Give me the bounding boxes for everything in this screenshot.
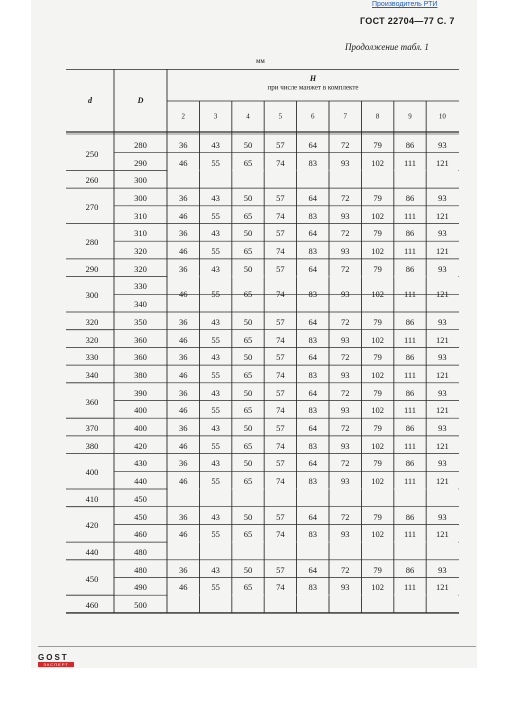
cell-value: 74 [276, 582, 285, 593]
cell-d: 320 [85, 334, 99, 345]
cell-value: 111 [403, 210, 417, 221]
set-count-header: 4 [246, 112, 250, 120]
cell-value: 102 [371, 369, 384, 380]
cell-value: 57 [276, 192, 285, 203]
cell-D: 360 [134, 352, 147, 362]
cell-value: 83 [308, 245, 318, 256]
cell-value: 72 [340, 263, 350, 274]
cell-value: 93 [340, 334, 350, 345]
cell-value: 86 [405, 564, 415, 575]
cell-value: 57 [276, 316, 285, 327]
cell-value: 93 [438, 511, 447, 522]
cell-value: 50 [243, 139, 253, 150]
cell-value: 36 [178, 192, 188, 203]
set-count-header: 3 [213, 112, 218, 120]
column-header-H-caption: при числе манжет в комплекте [267, 83, 359, 92]
cell-value: 55 [211, 157, 220, 168]
cell-value: 50 [243, 458, 253, 469]
footer-divider [38, 646, 476, 647]
cell-value: 46 [178, 289, 188, 300]
logo-top-text: GOST [38, 653, 69, 662]
cell-value: 86 [405, 263, 415, 274]
cell-value: 102 [371, 475, 384, 486]
cell-d: 280 [85, 236, 99, 247]
cell-value: 79 [373, 422, 382, 433]
cell-value: 121 [436, 157, 449, 168]
set-count-header: 6 [311, 112, 315, 120]
cell-value: 74 [276, 440, 285, 451]
cell-value: 55 [211, 334, 220, 345]
cell-value: 43 [211, 458, 220, 469]
cell-value: 55 [211, 529, 220, 539]
table-grid [66, 69, 459, 618]
cell-value: 64 [308, 192, 318, 203]
cell-D: 330 [134, 281, 147, 292]
merged-cell-patch [168, 541, 459, 543]
cell-value: 83 [308, 475, 318, 486]
cell-d: 250 [85, 148, 99, 159]
cell-value: 86 [405, 228, 415, 239]
cell-D: 450 [134, 493, 147, 504]
cell-d: 330 [85, 352, 99, 362]
manufacturer-link[interactable]: Производитель РТИ [372, 1, 438, 8]
cell-D: 340 [134, 298, 147, 309]
cell-value: 57 [276, 458, 285, 469]
cell-d: 340 [85, 369, 99, 380]
cell-value: 93 [438, 228, 447, 239]
cell-value: 72 [340, 458, 350, 469]
cell-value: 79 [373, 352, 382, 362]
cell-value: 36 [178, 511, 188, 522]
set-count-header: 9 [408, 112, 412, 120]
cell-D: 320 [134, 263, 147, 274]
cell-value: 50 [243, 352, 253, 362]
cell-value: 43 [211, 228, 220, 239]
cell-value: 36 [178, 458, 188, 469]
cell-value: 83 [308, 289, 318, 300]
cell-value: 65 [243, 245, 253, 256]
cell-value: 65 [243, 157, 253, 168]
merged-cell-patch [168, 594, 459, 596]
cell-D: 490 [134, 582, 147, 593]
cell-value: 102 [371, 582, 384, 593]
set-count-header: 5 [278, 112, 283, 120]
cell-value: 46 [178, 210, 188, 221]
cell-D: 320 [134, 245, 147, 256]
cell-value: 36 [178, 228, 188, 239]
cell-d: 450 [85, 573, 99, 584]
cell-d: 410 [85, 493, 99, 504]
cell-value: 86 [405, 387, 415, 398]
cell-D: 500 [134, 599, 147, 610]
cell-D: 390 [134, 387, 147, 398]
cell-value: 57 [276, 387, 285, 398]
cell-value: 64 [308, 458, 318, 469]
cell-value: 74 [276, 157, 285, 168]
cell-value: 121 [436, 369, 449, 380]
cell-value: 121 [436, 475, 449, 486]
merged-cell-patch [168, 276, 459, 278]
cell-value: 36 [178, 422, 188, 433]
cell-value: 55 [211, 475, 220, 486]
cell-D: 300 [134, 192, 147, 203]
cell-value: 93 [438, 458, 447, 469]
cell-value: 121 [436, 405, 449, 416]
cell-value: 64 [308, 564, 318, 575]
cell-D: 310 [134, 228, 147, 239]
cell-D: 290 [134, 157, 147, 168]
cell-value: 86 [405, 352, 415, 362]
cell-value: 72 [340, 139, 350, 150]
cell-value: 55 [211, 405, 220, 416]
cell-D: 280 [134, 139, 147, 150]
cell-value: 43 [211, 192, 220, 203]
cell-value: 36 [178, 263, 188, 274]
cell-value: 43 [211, 564, 220, 575]
cell-value: 121 [436, 334, 449, 345]
cell-value: 93 [340, 210, 350, 221]
cell-value: 64 [308, 422, 318, 433]
cell-D: 310 [134, 210, 147, 221]
cell-value: 64 [308, 316, 318, 327]
cell-value: 111 [403, 369, 417, 380]
cell-value: 65 [243, 334, 253, 345]
cell-value: 83 [308, 210, 318, 221]
cell-value: 79 [373, 564, 382, 575]
cell-d: 370 [85, 422, 99, 433]
cell-value: 64 [308, 352, 318, 362]
cell-D: 460 [134, 529, 147, 539]
cell-d: 260 [85, 175, 99, 185]
cell-value: 83 [308, 334, 318, 345]
cell-d: 380 [85, 440, 99, 451]
cell-value: 72 [340, 352, 350, 362]
cell-d: 320 [85, 316, 99, 327]
cell-value: 74 [276, 210, 285, 221]
cell-value: 93 [438, 192, 447, 203]
cell-value: 46 [178, 334, 188, 345]
cell-d: 300 [85, 290, 99, 301]
cell-value: 74 [276, 475, 285, 486]
cell-value: 93 [340, 369, 350, 380]
cell-D: 380 [134, 369, 147, 380]
cell-value: 72 [340, 564, 350, 575]
cell-value: 43 [211, 511, 220, 522]
cell-value: 74 [276, 405, 285, 416]
cell-value: 72 [340, 387, 350, 398]
cell-value: 64 [308, 263, 318, 274]
cell-value: 50 [243, 228, 253, 239]
cell-value: 64 [308, 139, 318, 150]
column-header-H: H [309, 74, 317, 83]
cell-D: 400 [134, 422, 147, 433]
cell-value: 55 [211, 210, 220, 221]
cell-value: 93 [340, 475, 350, 486]
cell-value: 65 [243, 475, 253, 486]
cell-value: 46 [178, 529, 188, 539]
cell-value: 79 [373, 316, 382, 327]
cell-value: 72 [340, 316, 350, 327]
cell-value: 111 [403, 289, 417, 300]
cell-value: 111 [403, 582, 417, 593]
cell-value: 36 [178, 352, 188, 362]
cell-value: 121 [436, 440, 449, 451]
cell-value: 79 [373, 192, 382, 203]
cell-value: 102 [371, 440, 384, 451]
cell-value: 36 [178, 387, 188, 398]
cell-value: 83 [308, 369, 318, 380]
cell-value: 57 [276, 511, 285, 522]
cell-value: 46 [178, 369, 188, 380]
cell-value: 72 [340, 192, 350, 203]
cell-value: 74 [276, 529, 285, 539]
cell-value: 93 [340, 440, 350, 451]
cell-value: 121 [436, 289, 449, 300]
cell-value: 111 [403, 405, 417, 416]
cell-value: 86 [405, 422, 415, 433]
cell-D: 480 [134, 564, 147, 575]
cell-value: 86 [405, 139, 415, 150]
cell-value: 86 [405, 192, 415, 203]
cell-value: 102 [371, 289, 384, 300]
cell-value: 36 [178, 316, 188, 327]
cell-d: 290 [85, 263, 99, 274]
cell-value: 50 [243, 316, 253, 327]
cell-value: 50 [243, 387, 253, 398]
cell-value: 93 [340, 582, 350, 593]
cell-value: 111 [403, 157, 417, 168]
cell-value: 57 [276, 139, 285, 150]
cell-value: 79 [373, 458, 382, 469]
cell-value: 46 [178, 475, 188, 486]
cell-value: 50 [243, 263, 253, 274]
cell-value: 43 [211, 139, 220, 150]
cell-value: 36 [178, 139, 188, 150]
cell-value: 111 [403, 475, 417, 486]
cell-value: 79 [373, 139, 382, 150]
merged-cell-patch [168, 169, 459, 171]
cell-value: 79 [373, 228, 382, 239]
cell-value: 93 [438, 564, 447, 575]
cell-value: 36 [178, 564, 188, 575]
cell-D: 300 [134, 175, 147, 185]
cell-value: 55 [211, 440, 220, 451]
cell-value: 79 [373, 511, 382, 522]
cell-value: 43 [211, 263, 220, 274]
cell-value: 111 [403, 245, 417, 256]
cell-D: 450 [134, 511, 147, 522]
cell-value: 46 [178, 157, 188, 168]
cell-value: 93 [438, 352, 447, 362]
cell-d: 440 [85, 546, 99, 557]
cell-value: 55 [211, 582, 220, 593]
cell-value: 74 [276, 369, 285, 380]
cell-value: 64 [308, 387, 318, 398]
cell-value: 57 [276, 564, 285, 575]
cell-value: 121 [436, 245, 449, 256]
cell-value: 43 [211, 352, 220, 362]
cell-value: 86 [405, 458, 415, 469]
cell-value: 86 [405, 316, 415, 327]
cell-value: 43 [211, 387, 220, 398]
set-count-header: 7 [343, 112, 347, 120]
cell-value: 57 [276, 263, 285, 274]
column-header-d: d [88, 96, 92, 105]
cell-value: 46 [178, 582, 188, 593]
cell-value: 55 [211, 245, 220, 256]
cell-value: 64 [308, 228, 318, 239]
cell-value: 50 [243, 511, 253, 522]
cell-value: 65 [243, 369, 253, 380]
set-count-header: 8 [375, 112, 380, 120]
cell-value: 111 [403, 334, 417, 345]
cell-value: 72 [340, 511, 350, 522]
cell-value: 93 [438, 139, 447, 150]
cell-value: 65 [243, 440, 253, 451]
gost-expert-logo [38, 654, 74, 667]
cell-value: 83 [308, 582, 318, 593]
cell-value: 121 [436, 210, 449, 221]
cell-value: 83 [308, 405, 318, 416]
cell-value: 102 [371, 405, 384, 416]
cell-value: 102 [371, 529, 384, 539]
cell-value: 65 [243, 529, 253, 539]
cell-value: 79 [373, 387, 382, 398]
cell-value: 57 [276, 422, 285, 433]
cell-value: 102 [371, 157, 384, 168]
cell-value: 93 [340, 405, 350, 416]
cell-value: 83 [308, 157, 318, 168]
cell-value: 83 [308, 440, 318, 451]
set-count-header: 10 [438, 112, 446, 120]
cell-value: 121 [436, 529, 449, 539]
cell-value: 46 [178, 440, 188, 451]
cell-value: 111 [403, 440, 417, 451]
cell-value: 65 [243, 582, 253, 593]
cell-value: 57 [276, 352, 285, 362]
cell-value: 93 [438, 316, 447, 327]
cell-D: 350 [134, 316, 147, 327]
cell-value: 93 [340, 289, 350, 300]
cell-d: 360 [85, 396, 99, 407]
cell-value: 93 [438, 387, 447, 398]
cell-value: 55 [211, 289, 220, 300]
column-header-D: D [137, 96, 144, 105]
merged-cell-patch [168, 488, 459, 490]
cell-value: 46 [178, 405, 188, 416]
cell-D: 430 [134, 458, 147, 469]
cell-value: 121 [436, 582, 449, 593]
cell-value: 93 [438, 422, 447, 433]
cell-value: 102 [371, 210, 384, 221]
cell-value: 102 [371, 334, 384, 345]
cell-value: 93 [340, 529, 350, 539]
cell-d: 460 [85, 599, 99, 610]
cell-value: 50 [243, 422, 253, 433]
cell-value: 55 [211, 369, 220, 380]
cell-value: 57 [276, 228, 285, 239]
cell-value: 74 [276, 245, 285, 256]
cell-value: 111 [403, 529, 417, 539]
set-count-header: 2 [181, 112, 185, 120]
cell-value: 102 [371, 245, 384, 256]
cell-value: 43 [211, 316, 220, 327]
dimensions-table [66, 69, 459, 618]
cell-value: 74 [276, 289, 285, 300]
cell-value: 83 [308, 529, 318, 539]
cell-D: 420 [134, 440, 147, 451]
cell-value: 93 [340, 245, 350, 256]
cell-D: 400 [134, 405, 147, 416]
cell-value: 93 [438, 263, 447, 274]
cell-value: 79 [373, 263, 382, 274]
cell-d: 420 [85, 520, 99, 531]
cell-value: 43 [211, 422, 220, 433]
cell-D: 440 [134, 475, 147, 486]
cell-d: 270 [85, 201, 99, 212]
cell-D: 360 [134, 334, 147, 345]
cell-value: 50 [243, 564, 253, 575]
cell-D: 480 [134, 546, 147, 557]
cell-value: 72 [340, 422, 350, 433]
cell-value: 74 [276, 334, 285, 345]
cell-value: 65 [243, 405, 253, 416]
logo-bottom-text: ЭКСПЕРТ [38, 662, 74, 667]
cell-value: 64 [308, 511, 318, 522]
cell-value: 46 [178, 245, 188, 256]
cell-value: 72 [340, 228, 350, 239]
document-header: ГОСТ 22704—77 С. 7 [360, 16, 455, 26]
cell-value: 65 [243, 210, 253, 221]
cell-value: 50 [243, 192, 253, 203]
cell-d: 400 [85, 467, 99, 478]
table-continuation-label: Продолжение табл. 1 [345, 42, 429, 52]
cell-value: 86 [405, 511, 415, 522]
unit-label: мм [256, 57, 265, 65]
cell-value: 65 [243, 289, 253, 300]
cell-value: 93 [340, 157, 350, 168]
